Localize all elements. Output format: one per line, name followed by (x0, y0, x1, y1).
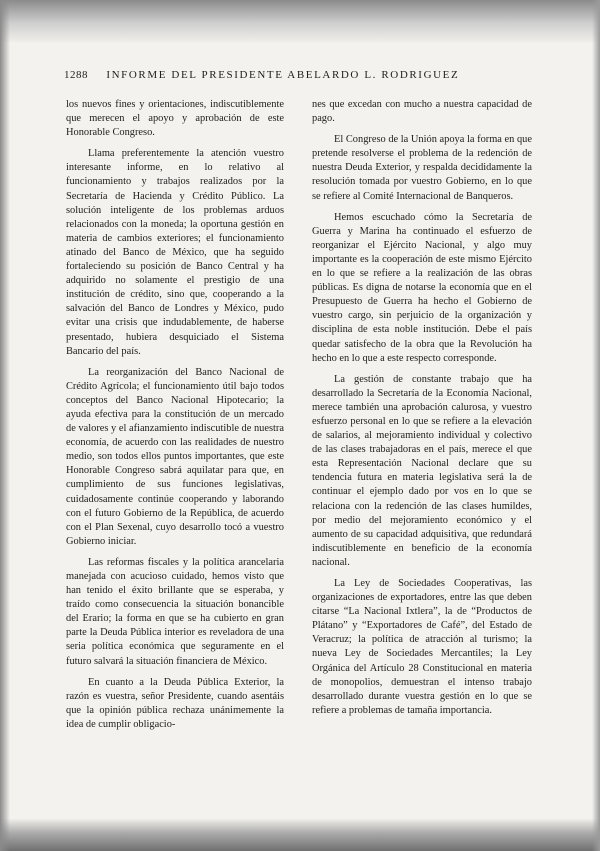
running-head: INFORME DEL PRESIDENTE ABELARDO L. RODRIGUEZ (106, 69, 460, 81)
scan-edge-top (0, 0, 600, 42)
scan-edge-left (0, 0, 10, 851)
paragraph: El Congreso de la Unión apoya la forma en que pretende resolverse el problema de la redención de nuestra Deuda Exterior, y respalda decididamente la resolución tomada por vuestro Gobierno, en lo que se refiere al Comité Internacional de Banqueros. (312, 134, 532, 202)
paragraph: Llama preferentemente la atención vuestro interesante informe, en lo relativo al funcionamiento y trabajos realizados por la Secretaría de Hacienda y Crédito Público. La solución inteligente de los problemas arduos relacionados con la moneda; la oportuna gestión en materia de cambios exteriores; el funcionamiento atinado del Banco de México, que ha seguido fortaleciendo su posición de Banco Central y ha adquirido no solamente el prestigio de una institución de crédito, sino que, cooperando a la salvación del Banco de Londres y México, pudo evitar una crisis que indudablemente, de haberse presentado, hubiera desquiciado el Sistema Bancario del país. (66, 148, 284, 357)
paragraph: nes que excedan con mucho a nuestra capacidad de pago. (312, 99, 532, 125)
paragraph: los nuevos fines y orientaciones, indiscutiblemente que merecen el apoyo y aprobación de este Honorable Congreso. (66, 99, 284, 139)
paragraph: En cuanto a la Deuda Pública Exterior, la razón es vuestra, señor Presidente, cuando asentáis que la opinión pública rechaza unánimemente la idea de cumplir obligacio- (66, 676, 284, 730)
page-header (64, 69, 544, 81)
paragraph: La Ley de Sociedades Cooperativas, las organizaciones de exportadores, entre las que deben citarse “La Nacional Ixtlera”, la de “Productos de Plátano” y “Exportadores de Café”, del Estado de Veracruz; la política de atracción al turismo; la nueva Ley de Sociedades Mercantiles; la Ley Orgánica del Artículo 28 Constitucional en materia de monopolios, demuestran el intenso trabajo desarrollado durante vuestra gestión en lo que se refiere a problemas de tamaña importancia. (312, 578, 532, 716)
left-column (66, 98, 284, 739)
right-column (312, 98, 532, 725)
paragraph: La gestión de constante trabajo que ha desarrollado la Secretaría de la Economía Nacional, merece también una aprobación calurosa, y vuestro esfuerzo personal en lo que se refiere a la elevación de salarios, al mejoramiento individual y colectivo de las clases trabajadoras en el país, merece el que esta Representación Nacional declare que su tendencia futura en materia legislativa será la de continuar el ejemplo dado por vos en lo que se relaciona con la redención de las clases humildes, por medio del mejoramiento económico y el aumento de su capacidad adquisitiva, que redundará indiscutiblemente en beneficio de la economía nacional. (312, 373, 532, 568)
scan-edge-right (592, 0, 600, 851)
page-number: 1288 (64, 69, 88, 81)
scan-edge-bottom (0, 819, 600, 851)
paragraph: Hemos escuchado cómo la Secretaría de Guerra y Marina ha continuado el esfuerzo de reorganizar el Ejército Nacional, y algo muy importante es la cooperación de este mismo Ejército en lo que se refiere a la realización de las obras públicas. Es digna de notarse la economía que en el Presupuesto de Guerra ha hecho el Gobierno de vuestro cargo, sin perjuicio de la organización y disciplina de esta noble institución. Debe el país quedar satisfecho de la obra que la Revolución ha hecho en lo que a este respecto corresponde. (312, 211, 532, 364)
paragraph: La reorganización del Banco Nacional de Crédito Agrícola; el funcionamiento útil bajo todos conceptos del Banco Nacional Hipotecario; la ayuda efectiva para la constitución de un mercado de valores y el afianzamiento indiscutible de nuestra economía, de acuerdo con las realidades de nuestro medio, son todos ellos puntos importantes, que este Honorable Congreso sabrá aquilatar para que, en cumplimiento de sus funciones legislativas, cuidadosamente continúe cooperando y laborando con el futuro Gobierno de la República, de acuerdo con el Plan Sexenal, cuyo desarrollo tocó a vuestro Gobierno iniciar. (66, 366, 284, 547)
paragraph: Las reformas fiscales y la política arancelaria manejada con acucioso cuidado, hemos visto que han tenido el éxito brillante que se esperaba, y traído como consecuencia la situación bonancible del Erario; la forma en que se ha cubierto en gran parte la Deuda Pública interior es reveladora de una seria política económica que seguramente en el futuro salvará la situación financiera de México. (66, 556, 284, 667)
